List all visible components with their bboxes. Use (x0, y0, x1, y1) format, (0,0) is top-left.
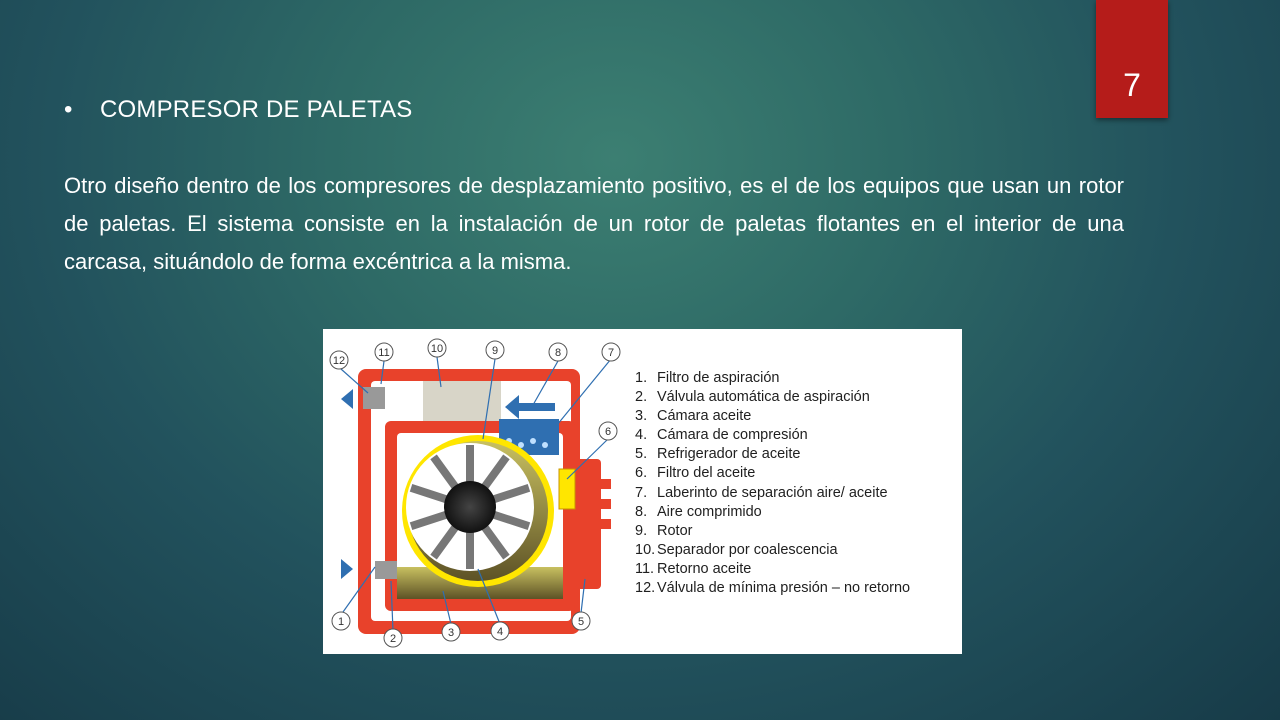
callout-4: 4 (496, 626, 504, 638)
callout-1: 1 (337, 616, 345, 628)
callout-10: 10 (430, 343, 444, 355)
outlet-arrow (341, 389, 353, 409)
legend-item: 11. Retorno aceite (635, 560, 752, 577)
legend-item: 9. Rotor (635, 522, 693, 539)
page-number-badge (1096, 0, 1168, 118)
callout-11: 11 (378, 347, 390, 359)
body-paragraph: Otro diseño dentro de los compresores de desplazamiento positivo, es el de los equipos que usan un rotor de paletas. El sistema consiste en la instalación de un rotor de paletas flotantes en el interior de una carcasa, situándolo de forma excéntrica a la misma. (64, 173, 1124, 274)
legend-item: 5. Refrigerador de aceite (635, 446, 801, 463)
callout-8: 8 (554, 347, 562, 359)
legend-item: 12. Válvula de mínima presión – no retorno (635, 580, 911, 597)
legend-item: 4. Cámara de compresión (635, 427, 808, 444)
callout-6: 6 (604, 426, 612, 438)
diagram-legend (635, 369, 910, 598)
intake-valve (375, 561, 397, 579)
min-pressure-valve (363, 387, 385, 409)
callout-5: 5 (577, 616, 585, 628)
legend-item: 2. Válvula automática de aspiración (635, 389, 870, 406)
callout-3: 3 (447, 627, 455, 639)
page-number: 7 (1123, 67, 1141, 103)
bullet-marker: • (64, 96, 73, 123)
callout-12: 12 (332, 355, 346, 367)
callout-2: 2 (389, 633, 397, 645)
legend-item: 10. Separador por coalescencia (635, 541, 838, 558)
rotor-hub (444, 481, 496, 533)
heading-text: COMPRESOR DE PALETAS (100, 96, 413, 123)
legend-item: 8. Aire comprimido (635, 503, 762, 520)
legend-item: 6. Filtro del aceite (635, 465, 756, 482)
callout-7: 7 (607, 347, 615, 359)
legend-item: 3. Cámara aceite (635, 408, 752, 425)
vane-compressor-diagram (323, 329, 962, 654)
oil-filter (559, 469, 575, 509)
legend-item: 7. Laberinto de separación aire/ aceite (635, 484, 888, 501)
legend-item: 1. Filtro de aspiración (635, 370, 780, 386)
callout-9: 9 (491, 345, 499, 357)
inlet-arrow (341, 559, 353, 579)
